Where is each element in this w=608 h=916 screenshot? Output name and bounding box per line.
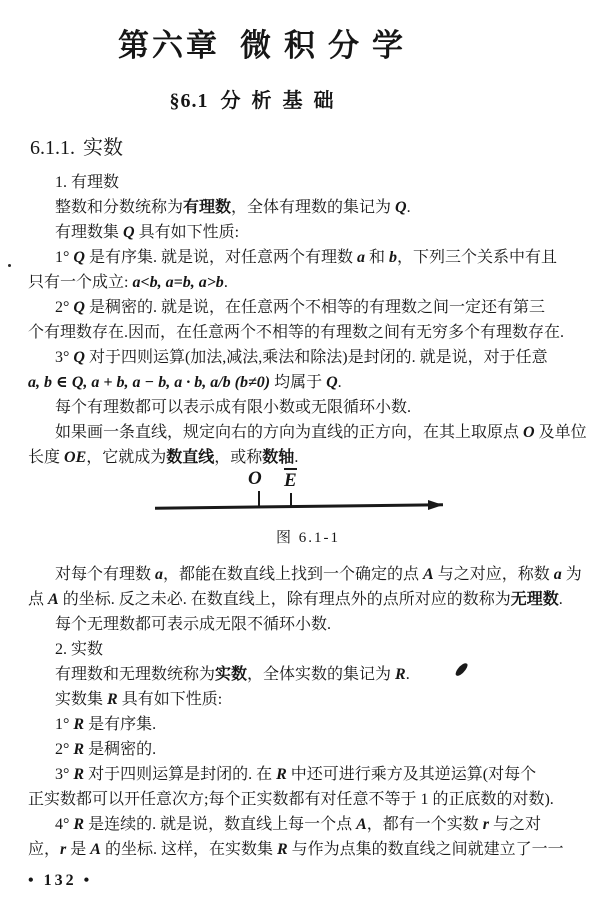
text-run: 是有序集.	[84, 716, 157, 733]
text-run: 及单位	[534, 424, 587, 441]
text-run: 1°	[55, 716, 74, 733]
scan-speckle-dot	[8, 264, 11, 267]
text-run: a	[155, 566, 164, 583]
section-title	[0, 84, 514, 113]
text-line	[28, 345, 600, 370]
text-run: ，或称	[214, 449, 263, 466]
paragraph-block-upper	[28, 170, 600, 470]
text-run: 对于四则运算是封闭的. 在	[84, 766, 277, 783]
text-run: 与之对	[489, 816, 542, 833]
text-run: 有理数	[183, 199, 232, 216]
text-run: 个有理数存在.因而，在任意两个不相等的有理数之间有无穷多个有理数存在.	[28, 324, 565, 341]
subsection-number: 6.1.1.	[30, 137, 75, 159]
text-line	[28, 245, 600, 270]
text-run: 4°	[55, 816, 74, 833]
text-run: 长度	[28, 449, 65, 466]
text-line	[28, 170, 600, 195]
text-line	[28, 812, 600, 837]
text-run: 具有如下性质:	[117, 691, 223, 708]
text-line	[28, 195, 600, 220]
text-run: ，全体实数的集记为	[247, 666, 396, 683]
text-line	[28, 637, 600, 662]
text-line	[28, 712, 600, 737]
text-line	[28, 270, 600, 295]
text-run: R	[107, 691, 118, 708]
figure-caption: 图 6.1-1	[276, 530, 340, 546]
text-run: Q	[326, 374, 338, 391]
text-run: ，全体有理数的集记为	[231, 199, 396, 216]
text-run: 的坐标. 这样，在实数集	[100, 841, 277, 858]
text-line	[28, 370, 600, 395]
text-run: 数直线	[166, 449, 215, 466]
chapter-number: 第六章	[118, 28, 220, 63]
text-line	[28, 612, 600, 637]
text-run: 有理数和无理数统称为	[55, 666, 216, 683]
text-run: 是稠密的.	[84, 741, 157, 758]
chapter-title	[0, 20, 534, 65]
axis-arrowhead-icon	[428, 500, 443, 510]
text-line	[28, 837, 600, 862]
unit-point-label: E	[284, 470, 297, 491]
text-run: a	[553, 566, 562, 583]
number-line-axis	[155, 503, 443, 510]
text-run: 如果画一条直线，规定向右的方向为直线的正方向，在其上取原点	[55, 424, 524, 441]
text-run: 和	[364, 249, 389, 266]
text-run: 是	[66, 841, 91, 858]
text-run: a, b ∈ Q, a + b, a − b, a · b, a/b (b≠0)	[28, 374, 271, 391]
text-run: 1. 有理数	[55, 174, 120, 191]
text-run: 2. 实数	[55, 641, 104, 658]
text-line	[28, 395, 600, 420]
text-line	[28, 737, 600, 762]
text-run: 每个无理数都可表示成无限不循环小数.	[55, 616, 332, 633]
text-run: 均属于	[270, 374, 327, 391]
text-run: R	[276, 766, 287, 783]
text-run: ，下列三个关系中有且	[397, 249, 558, 266]
text-run: R	[73, 716, 85, 733]
origin-point-label: O	[248, 468, 262, 489]
text-run: R	[395, 666, 406, 683]
text-run: O	[523, 424, 535, 441]
text-run: .	[223, 274, 228, 291]
text-run: r	[60, 841, 67, 858]
text-run: 是有序集. 就是说，对任意两个有理数	[84, 249, 357, 266]
text-line	[28, 762, 600, 787]
text-line	[28, 295, 600, 320]
unit-tick-mark	[290, 493, 292, 506]
text-run: Q	[73, 349, 85, 366]
text-run: Q	[395, 199, 407, 216]
text-run: 正实数都可以开任意次方;每个正实数都有对任意不等于 1 的正底数的对数).	[28, 791, 554, 808]
text-run: A	[423, 566, 434, 583]
text-run: R	[73, 741, 85, 758]
text-run: .	[294, 449, 299, 466]
text-run: 具有如下性质:	[134, 224, 240, 241]
text-run: a<b, a=b, a>b	[132, 274, 224, 291]
text-run: 对每个有理数	[55, 566, 156, 583]
subsection-title	[30, 131, 123, 160]
text-line	[28, 587, 600, 612]
text-run: 数轴	[262, 449, 295, 466]
text-run: A	[90, 841, 101, 858]
text-line	[28, 220, 600, 245]
text-run: .	[405, 666, 410, 683]
subsection-name: 实数	[83, 137, 123, 159]
text-run: Q	[73, 249, 85, 266]
text-line	[28, 445, 600, 470]
text-run: .	[337, 374, 342, 391]
section-number: §6.1	[169, 90, 209, 112]
text-run: 实数	[215, 666, 248, 683]
text-run: 2°	[55, 299, 74, 316]
text-run: a	[356, 249, 365, 266]
text-run: 是稠密的. 就是说，在任意两个不相等的有理数之间一定还有第三	[84, 299, 545, 316]
paragraph-block-lower	[28, 562, 600, 862]
text-run: ，它就成为	[86, 449, 167, 466]
text-run: 中还可进行乘方及其逆运算(对每个	[286, 766, 537, 783]
text-run: Q	[73, 299, 85, 316]
text-line	[28, 562, 600, 587]
text-run: 3°	[55, 766, 74, 783]
text-run: 实数集	[55, 691, 108, 708]
text-run: A	[48, 591, 59, 608]
text-run: 是连续的. 就是说，数直线上每一个点	[84, 816, 357, 833]
text-run: 3°	[55, 349, 74, 366]
text-run: 的坐标. 反之未必. 在数直线上，除有理点外的点所对应的数称为	[58, 591, 511, 608]
text-run: 应，	[28, 841, 61, 858]
text-run: ，都有一个实数	[366, 816, 483, 833]
text-run: 点	[28, 591, 49, 608]
text-line	[28, 420, 600, 445]
text-run: 整数和分数统称为	[55, 199, 184, 216]
text-run: 无理数	[510, 591, 559, 608]
text-run: ，都能在数直线上找到一个确定的点	[163, 566, 424, 583]
text-line	[28, 687, 600, 712]
text-run: 与作为点集的数直线之间就建立了一一	[287, 841, 564, 858]
text-run: OE	[64, 449, 87, 466]
text-run: 只有一个成立:	[28, 274, 133, 291]
text-run: 为	[561, 566, 582, 583]
text-run: 有理数集	[55, 224, 124, 241]
text-run: .	[558, 591, 563, 608]
text-run: 与之对应，称数	[433, 566, 554, 583]
origin-tick-mark	[258, 491, 260, 506]
text-run: R	[73, 816, 85, 833]
text-run: A	[356, 816, 367, 833]
text-line	[28, 787, 600, 812]
page-number: • 132 •	[28, 872, 93, 889]
text-run: R	[73, 766, 85, 783]
text-run: 对于四则运算(加法,减法,乘法和除法)是封闭的. 就是说，对于任意	[84, 349, 548, 366]
text-line	[28, 320, 600, 345]
text-run: R	[276, 841, 288, 858]
text-run: b	[389, 249, 397, 266]
text-run: .	[406, 199, 411, 216]
chapter-name: 微积分学	[240, 28, 416, 63]
text-line	[28, 662, 600, 687]
text-run: 2°	[55, 741, 74, 758]
text-run: 1°	[55, 249, 74, 266]
text-run: Q	[123, 224, 135, 241]
section-name: 分析基础	[220, 90, 345, 112]
text-run: 每个有理数都可以表示成有限小数或无限循环小数.	[55, 399, 412, 416]
figure-number-line	[0, 470, 608, 562]
text-run: r	[482, 816, 490, 833]
